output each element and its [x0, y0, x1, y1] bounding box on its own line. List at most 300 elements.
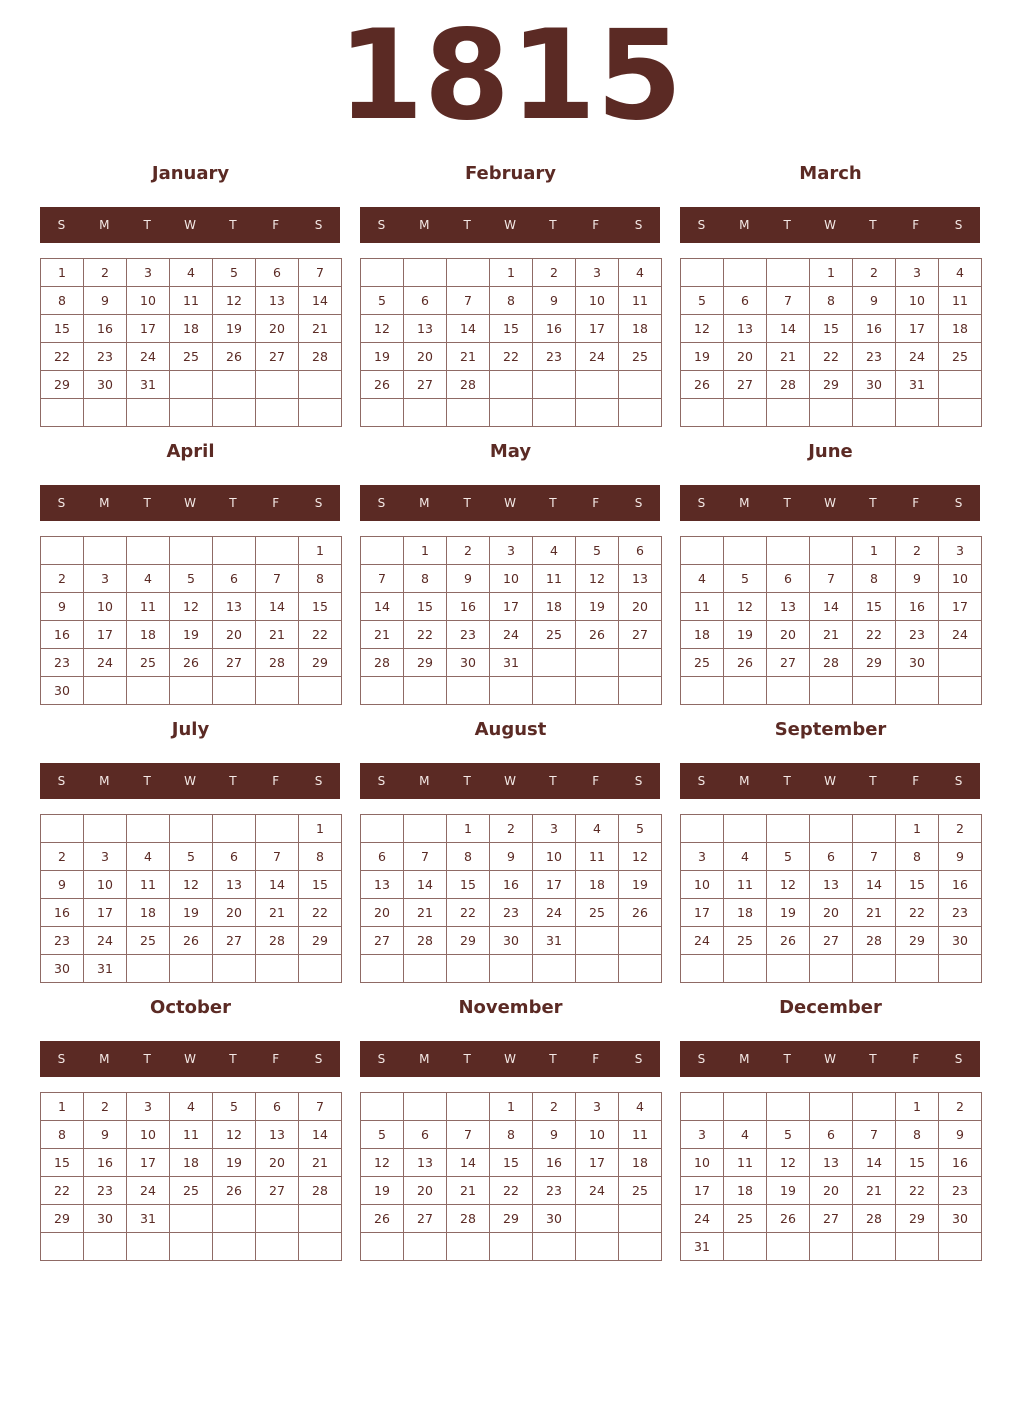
- day-cell: 17: [576, 1149, 619, 1177]
- day-cell: 15: [299, 871, 342, 899]
- day-cell: 16: [84, 315, 127, 343]
- week-row: [41, 955, 342, 983]
- week-row: [361, 843, 662, 871]
- empty-day-cell: [533, 649, 576, 677]
- day-cell: 14: [447, 315, 490, 343]
- empty-day-cell: [256, 399, 299, 427]
- day-cell: 25: [533, 621, 576, 649]
- empty-day-cell: [127, 815, 170, 843]
- day-cell: 5: [767, 843, 810, 871]
- day-cell: 12: [361, 1149, 404, 1177]
- day-cell: 6: [404, 1121, 447, 1149]
- day-cell: 28: [256, 927, 299, 955]
- week-row: [361, 899, 662, 927]
- week-row: [41, 1149, 342, 1177]
- weekday-label: M: [739, 218, 750, 232]
- week-row: [681, 1233, 982, 1261]
- empty-day-cell: [810, 955, 853, 983]
- day-cell: 16: [896, 593, 939, 621]
- day-cell: 16: [490, 871, 533, 899]
- empty-day-cell: [127, 399, 170, 427]
- day-grid: [360, 1092, 662, 1261]
- weekday-header: [680, 763, 980, 799]
- weekday-label: F: [272, 218, 280, 232]
- weekday-label: T: [783, 1052, 791, 1066]
- empty-day-cell: [681, 677, 724, 705]
- empty-day-cell: [681, 399, 724, 427]
- day-cell: 13: [213, 593, 256, 621]
- week-row: [361, 399, 662, 427]
- day-cell: 16: [84, 1149, 127, 1177]
- empty-day-cell: [41, 1233, 84, 1261]
- empty-day-cell: [127, 677, 170, 705]
- day-cell: 21: [853, 899, 896, 927]
- week-row: [41, 1093, 342, 1121]
- day-cell: 15: [404, 593, 447, 621]
- empty-day-cell: [619, 371, 662, 399]
- week-row: [361, 677, 662, 705]
- weekday-label: M: [99, 218, 110, 232]
- empty-day-cell: [447, 955, 490, 983]
- weekday-label: W: [504, 218, 516, 232]
- day-grid: [40, 536, 342, 705]
- day-cell: 7: [447, 1121, 490, 1149]
- day-cell: 4: [681, 565, 724, 593]
- weekday-label: F: [272, 774, 280, 788]
- empty-day-cell: [576, 371, 619, 399]
- weekday-label: T: [229, 1052, 237, 1066]
- day-cell: 13: [810, 871, 853, 899]
- weekday-label: T: [869, 496, 877, 510]
- day-cell: 25: [681, 649, 724, 677]
- week-row: [681, 843, 982, 871]
- empty-day-cell: [767, 1233, 810, 1261]
- day-cell: 17: [127, 315, 170, 343]
- day-cell: 21: [767, 343, 810, 371]
- day-cell: 12: [361, 315, 404, 343]
- day-cell: 28: [256, 649, 299, 677]
- day-cell: 19: [767, 899, 810, 927]
- day-cell: 20: [724, 343, 767, 371]
- day-cell: 6: [404, 287, 447, 315]
- month-title: December: [779, 997, 882, 1018]
- day-cell: 13: [256, 287, 299, 315]
- empty-day-cell: [810, 1233, 853, 1261]
- empty-day-cell: [490, 371, 533, 399]
- day-cell: 23: [447, 621, 490, 649]
- day-cell: 10: [896, 287, 939, 315]
- day-cell: 16: [939, 871, 982, 899]
- day-cell: 8: [896, 843, 939, 871]
- week-row: [361, 871, 662, 899]
- weekday-label: M: [419, 1052, 430, 1066]
- day-cell: 18: [724, 899, 767, 927]
- day-cell: 5: [619, 815, 662, 843]
- empty-day-cell: [619, 399, 662, 427]
- day-cell: 14: [361, 593, 404, 621]
- empty-day-cell: [767, 259, 810, 287]
- week-row: [361, 1149, 662, 1177]
- day-cell: 2: [939, 1093, 982, 1121]
- day-cell: 29: [896, 1205, 939, 1233]
- week-row: [361, 955, 662, 983]
- empty-day-cell: [681, 537, 724, 565]
- day-cell: 17: [533, 871, 576, 899]
- day-cell: 13: [810, 1149, 853, 1177]
- weekday-label: W: [184, 1052, 196, 1066]
- day-cell: 14: [810, 593, 853, 621]
- weekday-header: [360, 207, 660, 243]
- empty-day-cell: [490, 1233, 533, 1261]
- day-cell: 16: [41, 621, 84, 649]
- weekday-label: T: [549, 1052, 557, 1066]
- day-cell: 24: [533, 899, 576, 927]
- empty-day-cell: [490, 955, 533, 983]
- day-cell: 24: [939, 621, 982, 649]
- week-row: [41, 343, 342, 371]
- day-cell: 13: [256, 1121, 299, 1149]
- day-cell: 10: [681, 871, 724, 899]
- day-cell: 6: [361, 843, 404, 871]
- day-cell: 17: [490, 593, 533, 621]
- day-cell: 31: [896, 371, 939, 399]
- empty-day-cell: [853, 955, 896, 983]
- week-row: [41, 815, 342, 843]
- empty-day-cell: [361, 399, 404, 427]
- day-cell: 20: [256, 1149, 299, 1177]
- day-cell: 26: [724, 649, 767, 677]
- day-cell: 28: [447, 371, 490, 399]
- day-cell: 30: [490, 927, 533, 955]
- weekday-label: T: [869, 218, 877, 232]
- day-cell: 1: [41, 1093, 84, 1121]
- weekday-label: S: [377, 774, 386, 788]
- empty-day-cell: [576, 955, 619, 983]
- day-cell: 24: [127, 343, 170, 371]
- week-row: [681, 927, 982, 955]
- weekday-label: S: [697, 496, 706, 510]
- week-row: [41, 871, 342, 899]
- empty-day-cell: [533, 677, 576, 705]
- weekday-label: F: [912, 496, 920, 510]
- day-grid: [40, 814, 342, 983]
- weekday-label: T: [229, 496, 237, 510]
- day-cell: 21: [404, 899, 447, 927]
- empty-day-cell: [447, 1233, 490, 1261]
- day-cell: 12: [619, 843, 662, 871]
- weekday-label: T: [229, 218, 237, 232]
- empty-day-cell: [170, 955, 213, 983]
- empty-day-cell: [619, 1233, 662, 1261]
- empty-day-cell: [619, 1205, 662, 1233]
- weekday-header: [40, 485, 340, 521]
- empty-day-cell: [170, 1233, 213, 1261]
- day-cell: 3: [576, 1093, 619, 1121]
- day-cell: 29: [490, 1205, 533, 1233]
- day-cell: 30: [896, 649, 939, 677]
- empty-day-cell: [853, 815, 896, 843]
- day-cell: 2: [41, 843, 84, 871]
- day-cell: 24: [896, 343, 939, 371]
- day-cell: 8: [299, 565, 342, 593]
- week-row: [41, 537, 342, 565]
- weekday-label: F: [592, 496, 600, 510]
- weekday-label: S: [314, 496, 323, 510]
- day-cell: 14: [256, 871, 299, 899]
- weekday-label: W: [504, 774, 516, 788]
- weekday-label: F: [592, 774, 600, 788]
- day-cell: 11: [939, 287, 982, 315]
- weekday-label: S: [634, 496, 643, 510]
- empty-day-cell: [361, 1233, 404, 1261]
- weekday-label: F: [912, 218, 920, 232]
- week-row: [41, 371, 342, 399]
- day-cell: 22: [404, 621, 447, 649]
- empty-day-cell: [576, 399, 619, 427]
- weekday-label: S: [697, 1052, 706, 1066]
- weekday-label: F: [592, 218, 600, 232]
- empty-day-cell: [939, 1233, 982, 1261]
- weekday-label: T: [463, 218, 471, 232]
- week-row: [361, 371, 662, 399]
- empty-day-cell: [404, 1093, 447, 1121]
- empty-day-cell: [127, 537, 170, 565]
- day-cell: 30: [939, 927, 982, 955]
- empty-day-cell: [896, 955, 939, 983]
- day-cell: 10: [84, 871, 127, 899]
- week-row: [681, 815, 982, 843]
- day-cell: 29: [299, 649, 342, 677]
- week-row: [681, 1205, 982, 1233]
- empty-day-cell: [84, 815, 127, 843]
- weekday-label: W: [184, 496, 196, 510]
- weekday-label: S: [314, 774, 323, 788]
- day-cell: 14: [299, 287, 342, 315]
- day-cell: 20: [404, 343, 447, 371]
- day-cell: 28: [853, 1205, 896, 1233]
- weekday-label: T: [463, 774, 471, 788]
- day-cell: 25: [127, 927, 170, 955]
- weekday-label: F: [272, 496, 280, 510]
- day-cell: 23: [41, 649, 84, 677]
- day-cell: 9: [533, 1121, 576, 1149]
- empty-day-cell: [724, 259, 767, 287]
- empty-day-cell: [41, 815, 84, 843]
- day-cell: 17: [681, 899, 724, 927]
- day-cell: 30: [41, 955, 84, 983]
- day-cell: 24: [127, 1177, 170, 1205]
- week-row: [41, 1121, 342, 1149]
- week-row: [41, 565, 342, 593]
- day-cell: 4: [619, 259, 662, 287]
- empty-day-cell: [213, 537, 256, 565]
- day-cell: 23: [939, 1177, 982, 1205]
- day-cell: 27: [404, 371, 447, 399]
- weekday-label: F: [912, 774, 920, 788]
- day-cell: 19: [213, 1149, 256, 1177]
- weekday-label: M: [739, 774, 750, 788]
- day-cell: 2: [490, 815, 533, 843]
- day-cell: 7: [299, 1093, 342, 1121]
- weekday-label: T: [143, 1052, 151, 1066]
- empty-day-cell: [41, 399, 84, 427]
- empty-day-cell: [724, 677, 767, 705]
- day-cell: 9: [41, 593, 84, 621]
- day-cell: 11: [576, 843, 619, 871]
- day-cell: 11: [170, 1121, 213, 1149]
- weekday-label: W: [824, 218, 836, 232]
- day-cell: 14: [767, 315, 810, 343]
- weekday-header: [360, 1041, 660, 1077]
- day-cell: 25: [724, 927, 767, 955]
- day-cell: 23: [41, 927, 84, 955]
- empty-day-cell: [619, 649, 662, 677]
- weekday-label: W: [184, 774, 196, 788]
- day-cell: 6: [810, 1121, 853, 1149]
- week-row: [361, 1093, 662, 1121]
- weekday-label: M: [419, 218, 430, 232]
- day-cell: 19: [619, 871, 662, 899]
- day-cell: 23: [853, 343, 896, 371]
- weekday-label: S: [377, 1052, 386, 1066]
- day-cell: 20: [213, 621, 256, 649]
- weekday-label: W: [504, 1052, 516, 1066]
- day-cell: 19: [681, 343, 724, 371]
- day-cell: 21: [361, 621, 404, 649]
- day-cell: 29: [299, 927, 342, 955]
- day-cell: 28: [447, 1205, 490, 1233]
- weekday-label: S: [57, 218, 66, 232]
- empty-day-cell: [84, 1233, 127, 1261]
- day-cell: 2: [939, 815, 982, 843]
- month-title: November: [458, 997, 563, 1018]
- empty-day-cell: [299, 955, 342, 983]
- weekday-label: S: [697, 218, 706, 232]
- empty-day-cell: [810, 1093, 853, 1121]
- day-cell: 6: [256, 1093, 299, 1121]
- day-cell: 13: [404, 315, 447, 343]
- day-grid: [360, 258, 662, 427]
- day-cell: 23: [533, 343, 576, 371]
- day-cell: 7: [853, 1121, 896, 1149]
- empty-day-cell: [939, 371, 982, 399]
- empty-day-cell: [447, 259, 490, 287]
- month-title: June: [808, 441, 853, 462]
- day-cell: 27: [810, 1205, 853, 1233]
- day-cell: 1: [853, 537, 896, 565]
- day-cell: 26: [361, 371, 404, 399]
- weekday-label: S: [57, 496, 66, 510]
- day-cell: 22: [896, 1177, 939, 1205]
- week-row: [41, 1177, 342, 1205]
- weekday-label: S: [954, 218, 963, 232]
- day-cell: 22: [853, 621, 896, 649]
- day-cell: 31: [127, 1205, 170, 1233]
- day-cell: 12: [213, 287, 256, 315]
- day-cell: 16: [447, 593, 490, 621]
- day-cell: 20: [810, 899, 853, 927]
- day-cell: 7: [767, 287, 810, 315]
- day-cell: 21: [853, 1177, 896, 1205]
- empty-day-cell: [361, 677, 404, 705]
- day-cell: 24: [84, 927, 127, 955]
- day-cell: 6: [619, 537, 662, 565]
- day-cell: 13: [724, 315, 767, 343]
- day-cell: 8: [41, 287, 84, 315]
- empty-day-cell: [127, 955, 170, 983]
- day-cell: 27: [724, 371, 767, 399]
- day-cell: 26: [361, 1205, 404, 1233]
- day-cell: 28: [767, 371, 810, 399]
- empty-day-cell: [299, 1205, 342, 1233]
- weekday-label: F: [912, 1052, 920, 1066]
- weekday-label: W: [504, 496, 516, 510]
- week-row: [681, 899, 982, 927]
- day-cell: 1: [810, 259, 853, 287]
- week-row: [681, 259, 982, 287]
- day-cell: 3: [127, 1093, 170, 1121]
- weekday-header: [360, 485, 660, 521]
- day-cell: 3: [896, 259, 939, 287]
- week-row: [681, 399, 982, 427]
- month-title: May: [489, 441, 532, 462]
- empty-day-cell: [533, 1233, 576, 1261]
- day-cell: 10: [576, 1121, 619, 1149]
- week-row: [681, 621, 982, 649]
- day-cell: 4: [939, 259, 982, 287]
- day-cell: 25: [939, 343, 982, 371]
- day-cell: 29: [41, 1205, 84, 1233]
- day-cell: 25: [170, 1177, 213, 1205]
- empty-day-cell: [767, 677, 810, 705]
- weekday-label: S: [954, 774, 963, 788]
- day-cell: 4: [619, 1093, 662, 1121]
- week-row: [681, 565, 982, 593]
- day-cell: 30: [447, 649, 490, 677]
- empty-day-cell: [810, 399, 853, 427]
- day-cell: 10: [84, 593, 127, 621]
- weekday-label: W: [824, 774, 836, 788]
- weekday-label: S: [57, 774, 66, 788]
- weekday-label: S: [314, 218, 323, 232]
- day-cell: 22: [299, 899, 342, 927]
- day-cell: 7: [853, 843, 896, 871]
- week-row: [361, 1233, 662, 1261]
- month-title: March: [799, 163, 862, 184]
- day-cell: 23: [896, 621, 939, 649]
- week-row: [361, 537, 662, 565]
- day-cell: 21: [256, 899, 299, 927]
- weekday-label: M: [99, 496, 110, 510]
- day-cell: 30: [41, 677, 84, 705]
- day-cell: 1: [404, 537, 447, 565]
- day-cell: 28: [299, 343, 342, 371]
- empty-day-cell: [127, 1233, 170, 1261]
- empty-day-cell: [939, 649, 982, 677]
- day-cell: 27: [810, 927, 853, 955]
- day-cell: 5: [361, 1121, 404, 1149]
- day-grid: [680, 258, 982, 427]
- empty-day-cell: [404, 815, 447, 843]
- day-cell: 6: [767, 565, 810, 593]
- day-cell: 14: [447, 1149, 490, 1177]
- day-cell: 18: [533, 593, 576, 621]
- day-cell: 26: [213, 1177, 256, 1205]
- empty-day-cell: [361, 1093, 404, 1121]
- day-cell: 27: [361, 927, 404, 955]
- day-cell: 19: [576, 593, 619, 621]
- empty-day-cell: [724, 955, 767, 983]
